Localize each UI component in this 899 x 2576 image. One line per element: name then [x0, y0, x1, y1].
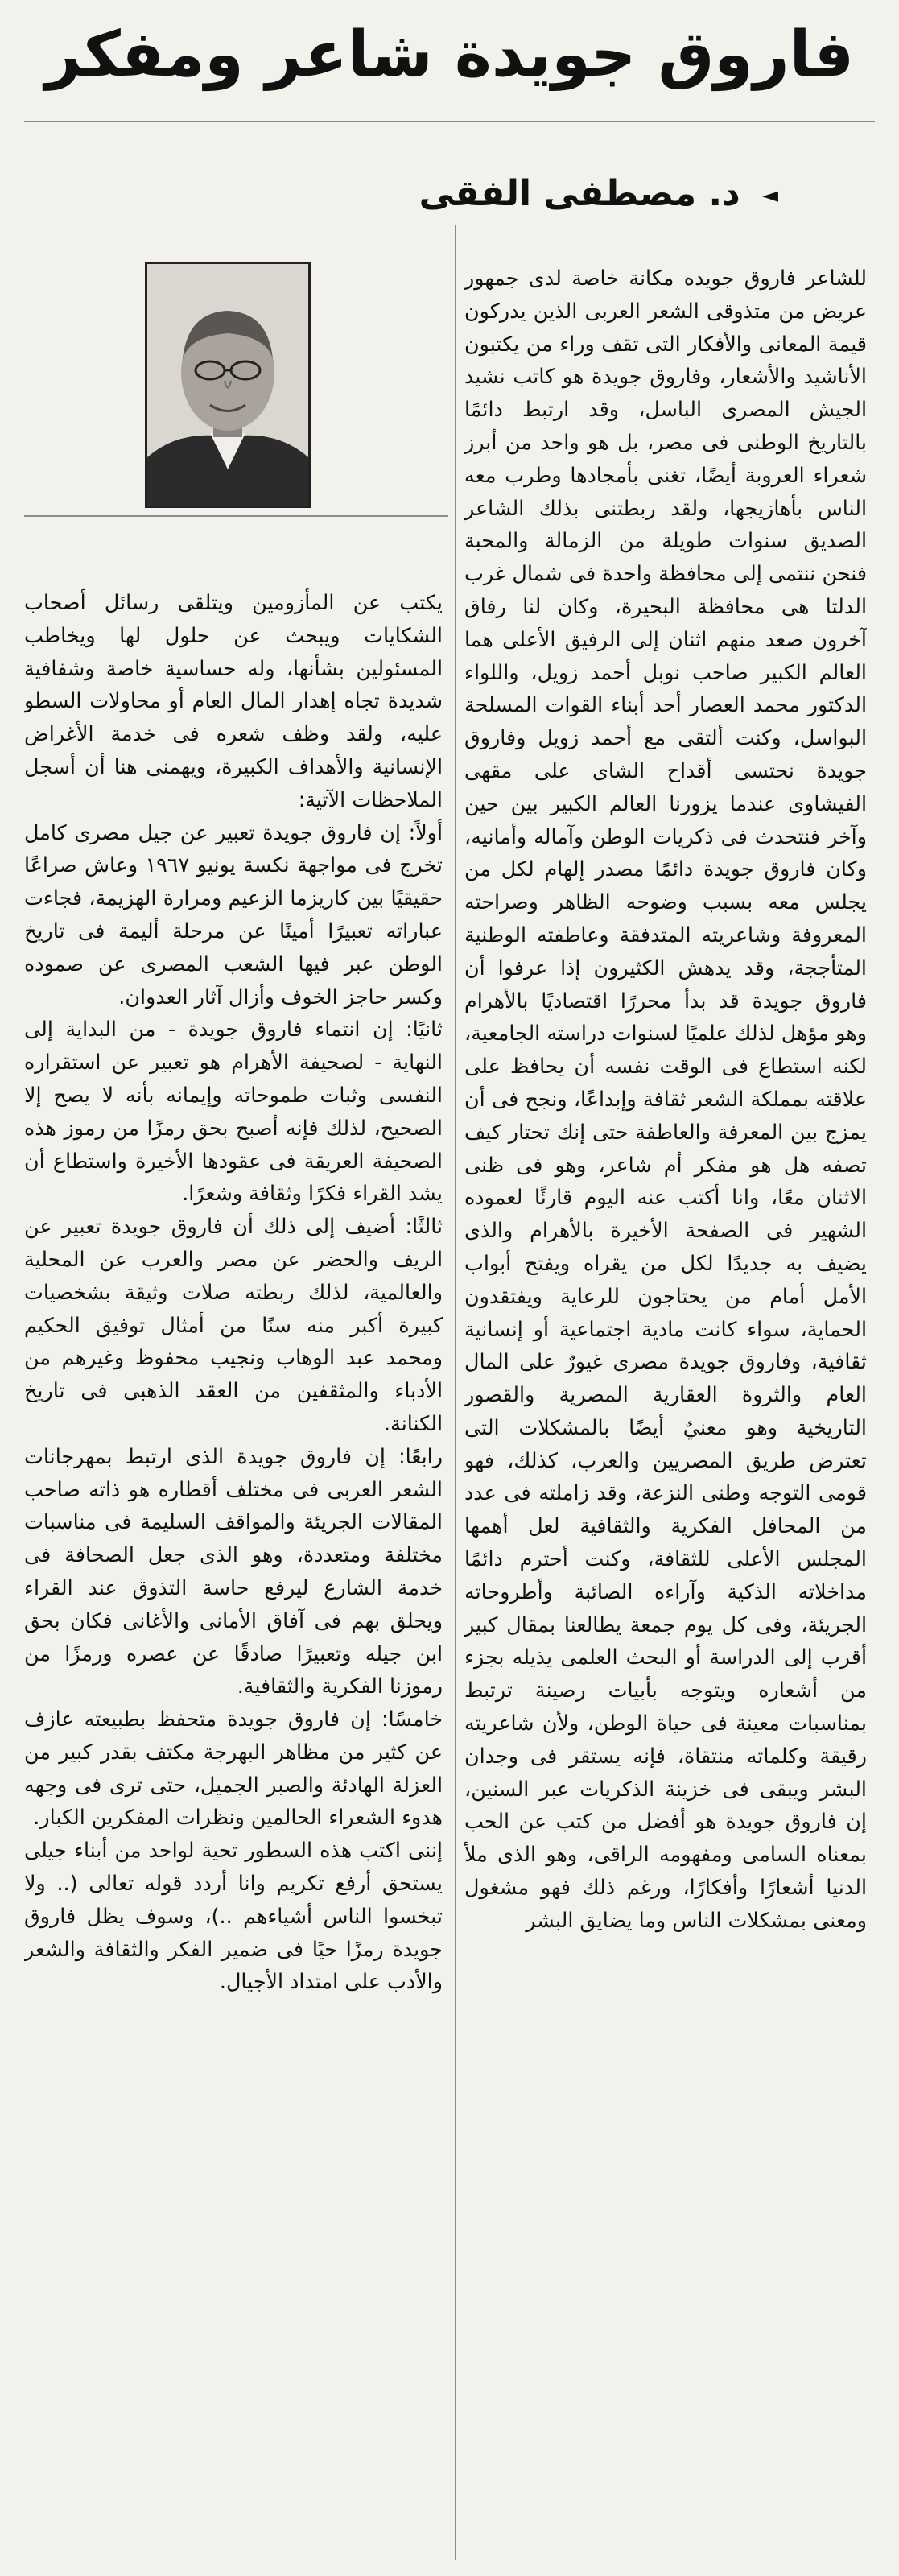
paragraph: إننى اكتب هذه السطور تحية لواحد من أبناء جيلى يستحق أرفع تكريم وانا أردد قوله تعالى (.. ولا تبخسوا الناس أشياءهم ..)، وسوف يظل فاروق جويدة رمزًا حيًا فى ضمير الفكر والثقافة والشعر والأدب على امتداد الأجيال. [24, 1838, 443, 1994]
photo-divider [24, 515, 448, 517]
article-column-left [24, 586, 443, 2558]
byline-author: د. مصطفى الفقى [419, 173, 740, 214]
byline [360, 169, 778, 219]
author-portrait-icon [145, 262, 311, 508]
article-column-right [464, 262, 867, 2564]
paragraph: ثالثًا: أضيف إلى ذلك أن فاروق جويدة تعبير عن الريف والحضر عن مصر والعرب عن المحلية والعالمية، لذلك ربطته صلات وثيقة بشخصيات كبيرة أكبر منه سنًا من أمثال توفيق الحكيم ومحمد عبد الوهاب ونجيب محفوظ وغيرهم من الأدباء والمثقفين من العقد الذهبى فى تاريخ الكنانة. [24, 1214, 443, 1435]
paragraph: ثانيًا: إن انتماء فاروق جويدة - من البداية إلى النهاية - لصحيفة الأهرام هو تعبير عن استقراره النفسى وثبات طموحاته وإيمانه بأنه لا يصح إلا الصحيح، لذلك فإنه أصبح بحق رمزًا من رموز هذه الصحيفة العريقة فى عقودها الأخيرة واستطاع أن يشد القراء فكرًا وثقافة وشعرًا. [24, 1017, 443, 1206]
byline-marker-icon: ◄ [762, 184, 778, 208]
paragraph: رابعًا: إن فاروق جويدة الذى ارتبط بمهرجانات الشعر العربى فى مختلف أقطاره هو ذاته صاحب المقالات الجريئة والمواقف السليمة فى مناسبات مختلفة ومتعددة، وهو الذى جعل الصحافة فى خدمة الشارع ليرفع حاسة التذوق عند القراء ويحلق بهم فى آفاق الأمانى والأغانى فكان بحق ابن جيله وتعبيرًا صادقًا عن عصره ورمزًا من رموزنا الفكرية والثقافية. [24, 1443, 443, 1699]
paragraph: أولاً: إن فاروق جويدة تعبير عن جيل مصرى كامل تخرج فى مواجهة نكسة يونيو ١٩٦٧ وعاش صراعًا حقيقيًا بين كاريزما الزعيم ومرارة الهزيمة، فجاءت عباراته تعبيرًا أمينًا عن مرحلة أليمة فى تاريخ الوطن عبر فيها الشعب المصرى عن صموده وكسر حاجز الخوف وأزال آثار العدوان. [24, 819, 443, 1009]
paragraph: يكتب عن المأزومين ويتلقى رسائل أصحاب الشكايات ويبحث عن حلول لها ويخاطب المسئولين بشأنها، وله حساسية خاصة وشفافية شديدة تجاه إهدار المال العام أو محاولات السطو عليه، ولقد وظف شعره فى خدمة الأغراض الإنسانية والأهداف الكبيرة، ويهمنى هنا أن أسجل الملاحظات الآتية: [24, 590, 443, 811]
column-rule [455, 225, 456, 2560]
paragraph: للشاعر فاروق جويده مكانة خاصة لدى جمهور عريض من متذوقى الشعر العربى الذين يدركون قيمة المعانى والأفكار التى تقف وراء من يكتبون الأناشيد والأشعار، وفاروق جويدة هو كاتب نشيد الجيش المصرى الباسل، وقد ارتبط دائمًا بالتاريخ الوطنى فى مصر، بل هو واحد من أبرز شعراء العروبة أيضًا، تغنى بأمجادها وطرب معه الناس بأهازيجها، ولقد ربطتنى بذلك الشاعر الصديق سنوات طويلة من الزمالة والمحبة فنحن ننتمى إلى محافظة واحدة فى شمال غرب الدلتا هى محافظة البحيرة، وكان لنا رفاق آخرون صعد منهم اثنان إلى الرفيق الأعلى هما العالم الكبير صاحب نوبل أحمد زويل، واللواء الدكتور محمد العصار أحد أبناء القوات المسلحة البواسل، وكنت ألتقى مع أحمد زويل وفاروق جويدة نحتسى أقداح الشاى على مقهى الفيشاوى عندما يزورنا العالم الكبير بين حين وآخر فنتحدث فى ذكريات الوطن وآماله وأمانيه، وكان فاروق جويدة دائمًا مصدر إلهام لكل من يجلس معه بسبب وضوحه الظاهر وصراحته المعروفة وشاعريته المتدفقة وعاطفته الوطنية المتأججة، وقد يدهش الكثيرون إذا عرفوا أن فاروق جويدة قد بدأ محررًا اقتصاديًا بالأهرام وهو مؤهل لذلك علميًا لسنوات دراسته الجامعية، لكنه استطاع فى الوقت نفسه أن يحافظ على علاقته بمملكة الشعر ثقافة وإبداعًا، ونجح فى أن يمزج بين المعرفة والعاطفة حتى إنك تحتار كيف تصفه هل هو مفكر أم شاعر، وهو فى ظنى الاثنان معًا، وانا أكتب عنه اليوم قارئًا لعموده الشهير فى الصفحة الأخيرة بالأهرام والذى يضيف به جديدًا لكل من يقراه ويفتح أبواب الأمل أمام من يحتاجون للرعاية ويفتقدون الحماية، سواء كانت مادية اجتماعية أو إنسانية ثقافية، وفاروق جويدة مصرى غيورٌ على المال العام والثروة العقارية المصرية والقصور التاريخية وهو معنيٌ أيضًا بالمشكلات التى تعترض طريق المصريين والعرب، كذلك، فهو قومى التوجه وطنى النزعة، وقد زاملته فى عدد من المحافل الفكرية والثقافية لعل أهمها المجلس الأعلى للثقافة، وكنت أحترم دائمًا مداخلاته الذكية وآراءه الصائبة وأطروحاته الجريئة، وفى كل يوم جمعة يطالعنا بمقال كبير أقرب إلى الدراسة أو البحث العلمى يذيله بجزء من أشعاره ويتوجه بأبيات رصينة ترتبط بمناسبات معينة فى حياة الوطن، ولأن شاعريته رقيقة وكلماته منتقاة، فإنه يستقر فى وجدان البشر ويبقى فى خزينة الذكريات عبر السنين، إن فاروق جويدة هو أفضل من كتب عن الحب بمعناه السامى ومفهومه الراقى، وهو الذى ملأ الدنيا أشعارًا وأفكارًا، ورغم ذلك فهو مشغول ومعنى بمشكلات الناس وما يضايق البشر [464, 266, 867, 1932]
paragraph: خامسًا: إن فاروق جويدة متحفظ بطبيعته عازف عن كثير من مظاهر البهرجة مكتف بقدر كبير من العزلة الهادئة والصبر الجميل، حتى ترى فى وجهه هدوء الشعراء الحالمين ونظرات المفكرين الكبار. [24, 1707, 443, 1830]
headline: فاروق جويدة شاعر ومفكر [44, 19, 855, 91]
headline-divider [24, 121, 875, 122]
